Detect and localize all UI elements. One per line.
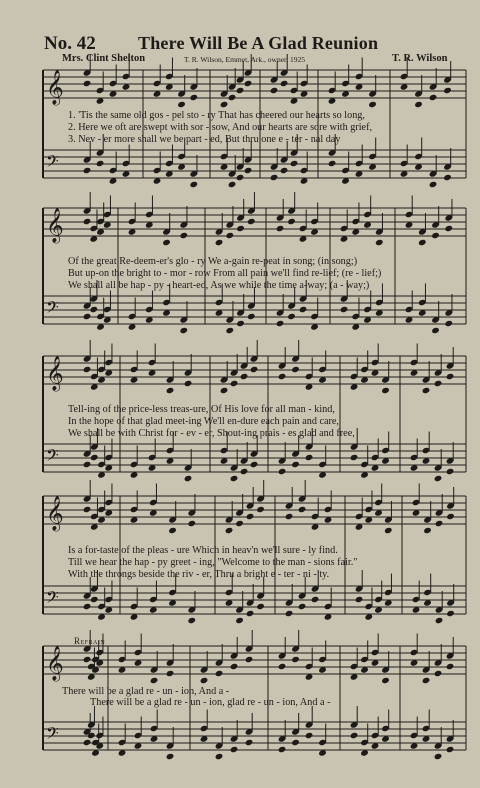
note-head (434, 753, 443, 760)
system-3-verse-2: In the hope of that glad meet-ing We'll en-dure each pain and care, (68, 416, 339, 427)
note-head (381, 677, 390, 684)
note-head (350, 732, 359, 739)
note-head (166, 753, 175, 760)
system-3-verse-3: We shall be with Christ for - ev - er, Shout-ing prais - es glad and free, (68, 428, 355, 439)
note-head (278, 663, 287, 670)
hymn-title: There Will Be A Glad Reunion (138, 33, 379, 53)
dedication: Mrs. Clint Shelton (62, 53, 146, 64)
treble-clef-icon: 𝄞 (46, 356, 64, 391)
system-2-verse-1: Of the great Re-deem-er's glo - ry We a-gain re-peat in song; (in song;) (68, 256, 358, 267)
bass-clef-icon: 𝄢 (46, 151, 59, 175)
hymn-number: No. 42 (44, 33, 96, 54)
bass-clef-icon: 𝄢 (46, 297, 59, 321)
note-head (278, 746, 287, 753)
refrain-label: Refrain (74, 636, 106, 646)
note-head (305, 732, 314, 739)
note-head (215, 670, 224, 677)
copyright-notice: T. R. Wilson, Emmet, Ark., owner, 1925 (184, 55, 305, 64)
treble-clef-icon: 𝄞 (46, 208, 64, 243)
refrain-line-1: There will be a glad re - un - ion, And a - (62, 686, 230, 697)
note-head (446, 746, 455, 753)
system-2-verse-2: But up-on the bright to - mor - row From all pain we'll find re-lief; (re - lief;) (68, 268, 382, 279)
note-head (245, 656, 254, 663)
note-head (245, 739, 254, 746)
note-head (446, 663, 455, 670)
system-1-verse-3: 3. Nev - er more shall we be part - ed, But thru one e - ter - nal day (68, 134, 341, 145)
treble-clef-icon: 𝄞 (46, 646, 64, 681)
note-head (166, 670, 175, 677)
note-head (215, 753, 224, 760)
system-4-verse-2: Till we hear the hap - py greet - ing, "Welcome to the man - sions fair." (68, 557, 358, 568)
note-head (291, 739, 300, 746)
bass-clef-icon: 𝄢 (46, 445, 59, 469)
bass-clef-icon: 𝄢 (46, 723, 59, 747)
system-1-verse-1: 1. 'Tis the same old gos - pel sto - ry That has cheered our hearts so long, (68, 110, 365, 121)
note-head (150, 677, 159, 684)
refrain-line-2: There will be a glad re - un - ion, glad re - un - ion, And a - (90, 697, 331, 708)
note-head (83, 739, 92, 746)
note-head (291, 656, 300, 663)
system-4-verse-3: With the throngs beside the riv - er, Thru a bright e - ter - ni - ty. (68, 569, 330, 580)
note-head (230, 746, 239, 753)
system-4-verse-1: Is a for-taste of the pleas - ure Which in heav'n we'll sure - ly find. (68, 545, 338, 556)
system-3-verse-1: Tell-ing of the price-less treas-ure, Of His love for all man - kind, (68, 404, 335, 415)
bass-clef-icon: 𝄢 (46, 587, 59, 611)
note-head (434, 670, 443, 677)
note-head (422, 677, 431, 684)
composer: T. R. Wilson (392, 53, 448, 64)
treble-clef-icon: 𝄞 (46, 70, 64, 105)
system-2-verse-3: We shall all be hap - py - heart-ed, As we while the time a-way; (a - way;) (68, 280, 370, 291)
system-1-verse-2: 2. Here we oft are swept with sor - sow, And our hearts are sore with grief, (68, 122, 373, 133)
treble-clef-icon: 𝄞 (46, 496, 64, 531)
note-head (200, 677, 209, 684)
note-head (83, 656, 92, 663)
note-head (230, 663, 239, 670)
